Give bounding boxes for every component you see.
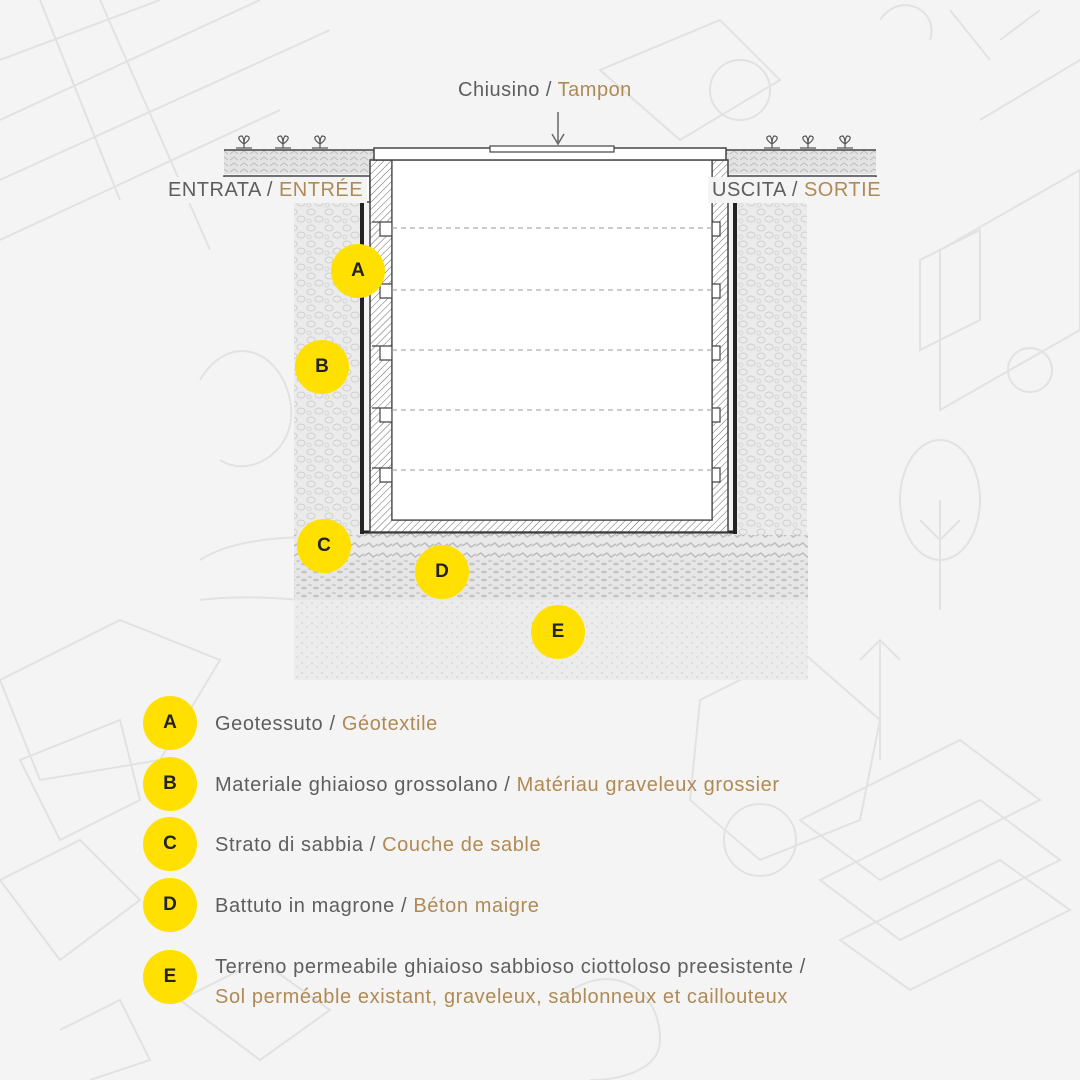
plant-icons-right	[764, 136, 853, 148]
cover-label-sep: /	[545, 79, 552, 101]
legend-e-fr: Sol perméable existant, graveleux, sablonneux et caillouteux	[215, 986, 788, 1008]
inlet-label-it: ENTRATA	[168, 179, 261, 201]
legend-a-it: Geotessuto	[215, 713, 324, 735]
diagram-badge-b: B	[295, 340, 349, 394]
legend-a-sep: /	[329, 713, 336, 735]
inlet-label-fr: ENTRÉE	[278, 179, 364, 201]
outlet-label	[708, 177, 885, 203]
legend-d-it: Battuto in magrone	[215, 895, 395, 917]
cover-arrow	[552, 112, 564, 144]
legend-badge-c: C	[143, 817, 197, 871]
legend-badge-a: A	[143, 696, 197, 750]
legend-c-it: Strato di sabbia	[215, 834, 364, 856]
cover-label-fr: Tampon	[557, 79, 632, 101]
outlet-label-fr: SORTIE	[803, 179, 882, 201]
legend-b-it: Materiale ghiaioso grossolano	[215, 774, 499, 796]
precast-rings	[370, 160, 728, 532]
diagram-badge-c: C	[297, 519, 351, 573]
legend-badge-d: D	[143, 878, 197, 932]
cover-label-it: Chiusino	[458, 79, 540, 101]
outlet-label-sep: /	[791, 179, 798, 201]
plant-icons-left	[236, 136, 328, 148]
legend-a-fr: Géotextile	[341, 713, 438, 735]
diagram-badge-e: E	[531, 605, 585, 659]
inlet-label-sep: /	[266, 179, 273, 201]
legend-d-sep: /	[400, 895, 408, 917]
legend-b-fr: Matériau graveleux grossier	[516, 774, 780, 796]
legend-b-sep: /	[504, 774, 511, 796]
legend-c-fr: Couche de sable	[382, 834, 542, 856]
legend-badge-b: B	[143, 757, 197, 811]
cover-label	[458, 79, 632, 102]
legend-e-sep: /	[799, 956, 806, 978]
diagram-badge-d: D	[415, 545, 469, 599]
legend-c-sep: /	[369, 834, 376, 856]
outlet-label-it: USCITA	[712, 179, 786, 201]
diagram-badge-a: A	[331, 244, 385, 298]
legend-d-fr: Béton maigre	[413, 895, 540, 917]
legend-e-it: Terreno permeabile ghiaioso sabbioso ciottoloso preesistente	[215, 956, 794, 978]
sand-layer	[294, 532, 808, 558]
gravel-right	[733, 200, 807, 535]
lean-concrete-layer	[294, 555, 808, 600]
legend-badge-e: E	[143, 950, 197, 1004]
inlet-label	[164, 177, 367, 203]
